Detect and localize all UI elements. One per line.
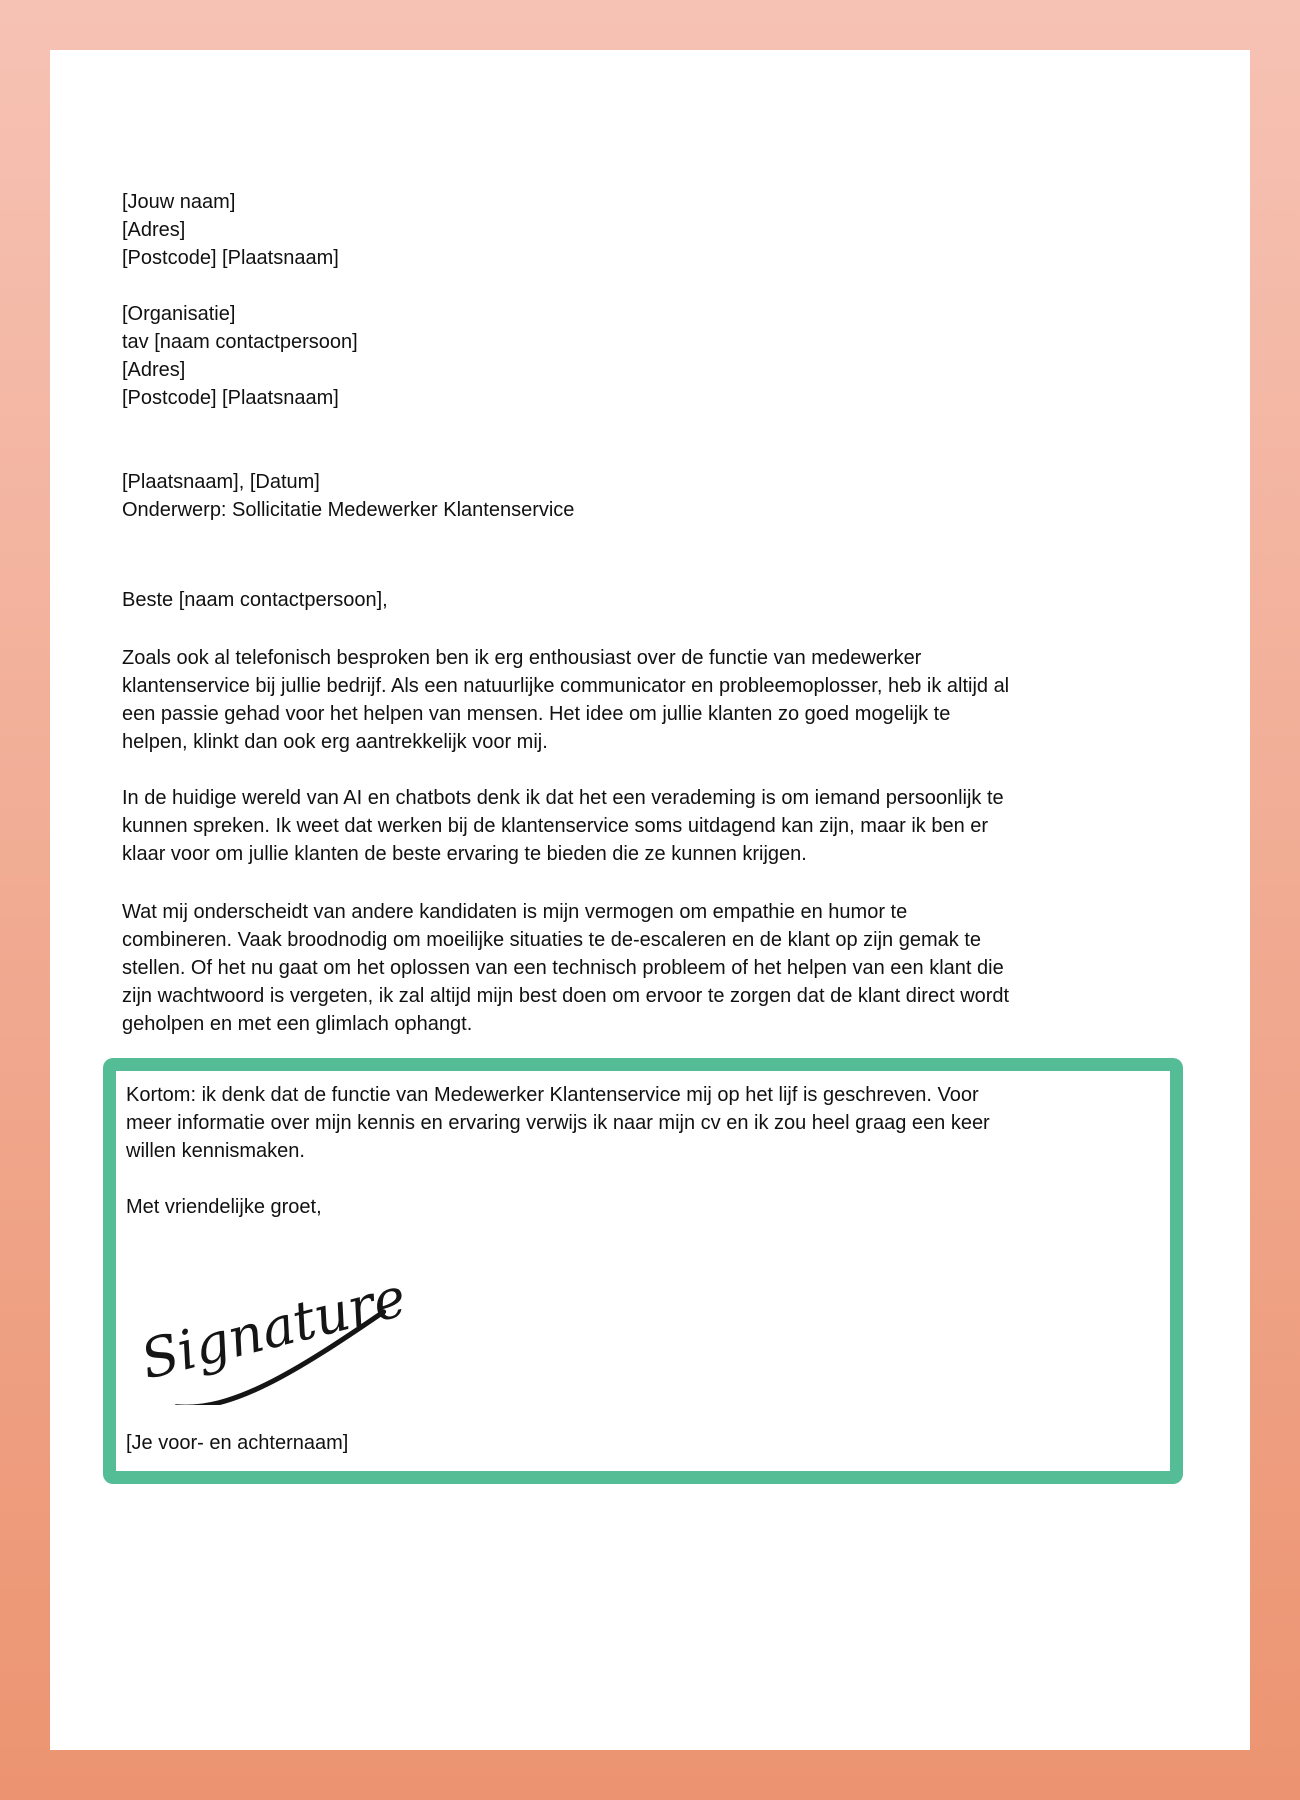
sender-address-placeholder: [Adres] [122, 219, 186, 241]
signature-text: Signature [134, 1265, 413, 1392]
highlighted-closing-box [103, 1058, 1183, 1484]
sender-postcode-city-placeholder: [Postcode] [Plaatsnaam] [122, 247, 339, 269]
place-date-line: [Plaatsnaam], [Datum] [122, 471, 320, 493]
recipient-address-block [122, 300, 1014, 412]
date-subject-block [122, 468, 1014, 524]
sender-address-block [122, 188, 1014, 272]
body-paragraph-2: In de huidige wereld van AI en chatbots denk ik dat het een verademing is om iemand persoonlijk te kunnen spreken. Ik weet dat werken bij de klantenservice soms uitdagend kan zijn, maar ik ben er klaar voor om jullie klanten de beste ervaring te bieden die ze kunnen krijgen. [122, 787, 1004, 865]
body-paragraph-1: Zoals ook al telefonisch besproken ben ik erg enthousiast over de functie van medewerker klantenservice bij jullie bedrijf. Als een natuurlijke communicator en probleemoplosser, heb ik altijd al een passie gehad voor het helpen van mensen. Het idee om jullie klanten zo goed mogelijk te helpen, klinkt dan ook erg aantrekkelijk voor mij. [122, 647, 1010, 753]
recipient-contact-placeholder: tav [naam contactpersoon] [122, 331, 358, 353]
letter-body [122, 188, 1014, 1484]
valediction-line: Met vriendelijke groet, [126, 1196, 322, 1218]
signature-image [134, 1255, 434, 1405]
salutation-line: Beste [naam contactpersoon], [122, 589, 388, 611]
signature-svg [134, 1255, 434, 1405]
recipient-address-placeholder: [Adres] [122, 359, 186, 381]
closing-paragraph: Kortom: ik denk dat de functie van Medewerker Klantenservice mij op het lijf is geschreven. Voor meer informatie over mijn kennis en ervaring verwijs ik naar mijn cv en ik zou heel graag een keer willen kennismaken. [126, 1084, 990, 1162]
recipient-organisation-placeholder: [Organisatie] [122, 303, 236, 325]
recipient-postcode-city-placeholder: [Postcode] [Plaatsnaam] [122, 387, 339, 409]
subject-line: Onderwerp: Sollicitatie Medewerker Klantenservice [122, 499, 575, 521]
body-paragraph-3: Wat mij onderscheidt van andere kandidaten is mijn vermogen om empathie en humor te combineren. Vaak broodnodig om moeilijke situaties te de-escaleren en de klant op zijn gemak te stellen. Of het nu gaat om het oplossen van een technisch probleem of het helpen van een klant die zijn wachtwoord is vergeten, ik zal altijd mijn best doen om ervoor te zorgen dat de klant direct wordt geholpen en met een glimlach ophangt. [122, 901, 1010, 1035]
name-placeholder-line: [Je voor- en achternaam] [126, 1432, 349, 1454]
sender-name-placeholder: [Jouw naam] [122, 191, 236, 213]
letter-page [50, 50, 1250, 1750]
